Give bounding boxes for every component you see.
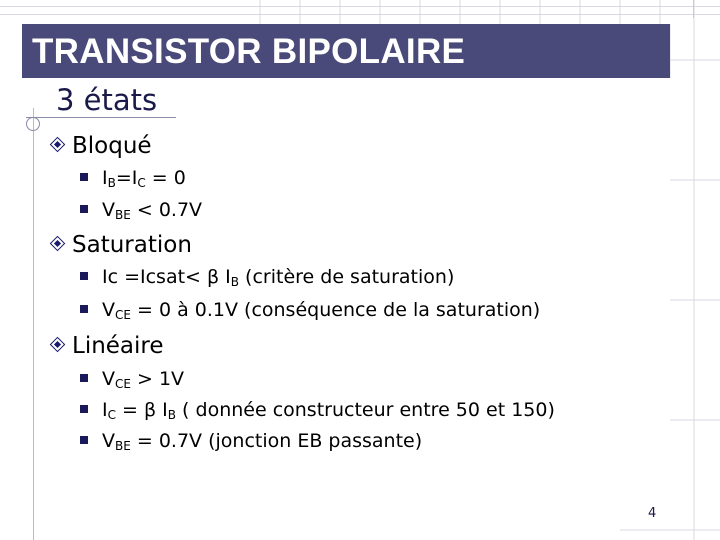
square-bullet-icon — [80, 205, 88, 213]
section-heading: Linéaire — [72, 333, 164, 359]
section-lineaire — [50, 332, 164, 360]
list-item: $V_{CE} = 0$ à 0.1V (conséquence de la saturation) — [80, 298, 540, 322]
square-bullet-icon — [80, 436, 88, 444]
list-item: Ic =Icsat< β $I_B$ (critère de saturation) — [80, 265, 454, 289]
list-item: $V_{BE} < 0.7V$ — [80, 198, 202, 222]
diamond-bullet-icon — [50, 236, 66, 252]
section-bloque — [50, 132, 152, 160]
square-bullet-icon — [80, 173, 88, 181]
slide-subtitle: 3 états — [56, 83, 158, 117]
square-bullet-icon — [80, 272, 88, 280]
square-bullet-icon — [80, 374, 88, 382]
section-heading: Saturation — [72, 232, 192, 258]
list-item: $V_{BE} = 0.7V$ (jonction EB passante) — [80, 429, 422, 453]
slide-title: TRANSISTOR BIPOLAIRE — [32, 32, 466, 71]
square-bullet-icon — [80, 405, 88, 413]
list-item: $V_{CE} > 1V$ — [80, 367, 184, 391]
diamond-bullet-icon — [50, 137, 66, 153]
section-heading: Bloqué — [72, 133, 152, 159]
page-number: 4 — [648, 506, 657, 521]
diamond-bullet-icon — [50, 337, 66, 353]
left-guide-line — [33, 108, 34, 540]
corner-decoration — [693, 0, 694, 18]
list-item: $I_B=I_C = 0$ — [80, 166, 186, 190]
crosshair-ornament — [26, 117, 40, 131]
section-saturation — [50, 231, 192, 259]
square-bullet-icon — [80, 305, 88, 313]
subtitle-underline — [26, 117, 176, 118]
list-item: $I_C = \beta$ $I_B$ ( donnée constructeur entre 50 et 150) — [80, 398, 555, 422]
